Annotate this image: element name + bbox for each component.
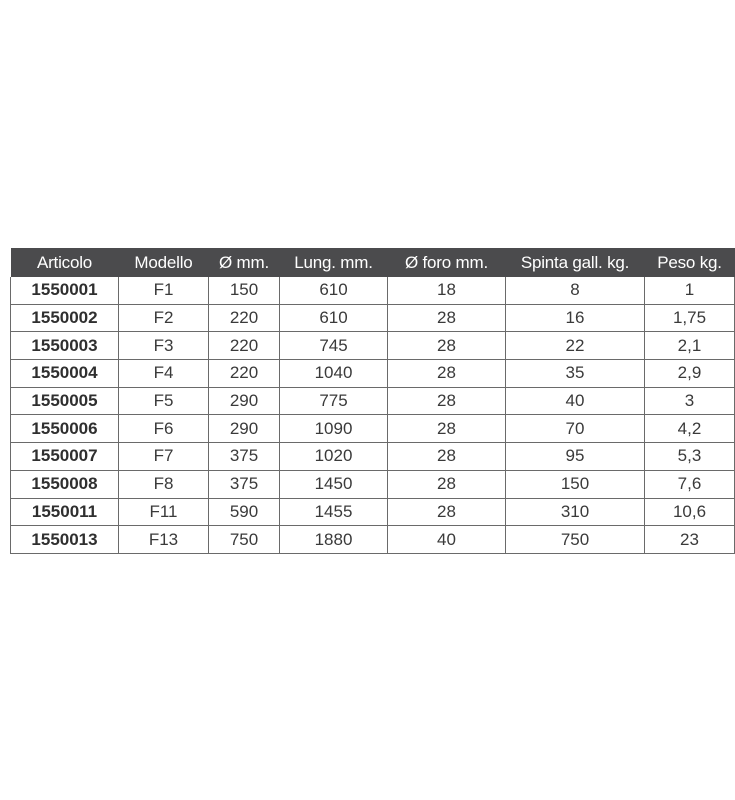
cell-lunghezza: 1880 bbox=[280, 526, 388, 554]
cell-lunghezza: 1450 bbox=[280, 470, 388, 498]
cell-diametro: 290 bbox=[209, 415, 280, 443]
table-row bbox=[11, 332, 735, 360]
cell-modello: F7 bbox=[119, 443, 209, 471]
cell-diametro: 220 bbox=[209, 304, 280, 332]
cell-peso: 7,6 bbox=[645, 470, 735, 498]
cell-lunghezza: 1455 bbox=[280, 498, 388, 526]
table-body bbox=[11, 277, 735, 553]
cell-spinta: 40 bbox=[506, 387, 645, 415]
cell-spinta: 35 bbox=[506, 360, 645, 388]
product-table-container bbox=[10, 248, 734, 554]
cell-articolo: 1550004 bbox=[11, 360, 119, 388]
cell-lunghezza: 610 bbox=[280, 304, 388, 332]
header-spinta-galleggiamento: Spinta gall. kg. bbox=[506, 248, 645, 277]
cell-diametro: 290 bbox=[209, 387, 280, 415]
cell-modello: F3 bbox=[119, 332, 209, 360]
cell-peso: 10,6 bbox=[645, 498, 735, 526]
cell-spinta: 310 bbox=[506, 498, 645, 526]
cell-articolo: 1550008 bbox=[11, 470, 119, 498]
cell-diametro-foro: 28 bbox=[388, 415, 506, 443]
cell-diametro: 375 bbox=[209, 443, 280, 471]
cell-articolo: 1550003 bbox=[11, 332, 119, 360]
cell-diametro-foro: 40 bbox=[388, 526, 506, 554]
cell-modello: F1 bbox=[119, 277, 209, 304]
table-row bbox=[11, 387, 735, 415]
cell-peso: 23 bbox=[645, 526, 735, 554]
cell-peso: 3 bbox=[645, 387, 735, 415]
cell-modello: F2 bbox=[119, 304, 209, 332]
cell-lunghezza: 1040 bbox=[280, 360, 388, 388]
cell-diametro-foro: 28 bbox=[388, 304, 506, 332]
cell-diametro-foro: 28 bbox=[388, 332, 506, 360]
cell-modello: F6 bbox=[119, 415, 209, 443]
cell-articolo: 1550005 bbox=[11, 387, 119, 415]
cell-lunghezza: 745 bbox=[280, 332, 388, 360]
cell-articolo: 1550002 bbox=[11, 304, 119, 332]
cell-spinta: 70 bbox=[506, 415, 645, 443]
cell-spinta: 16 bbox=[506, 304, 645, 332]
cell-modello: F11 bbox=[119, 498, 209, 526]
cell-articolo: 1550007 bbox=[11, 443, 119, 471]
cell-lunghezza: 775 bbox=[280, 387, 388, 415]
cell-articolo: 1550013 bbox=[11, 526, 119, 554]
cell-modello: F8 bbox=[119, 470, 209, 498]
cell-diametro-foro: 28 bbox=[388, 360, 506, 388]
table-header bbox=[11, 248, 735, 277]
table-row bbox=[11, 498, 735, 526]
cell-lunghezza: 610 bbox=[280, 277, 388, 304]
cell-peso: 4,2 bbox=[645, 415, 735, 443]
cell-spinta: 750 bbox=[506, 526, 645, 554]
table-row bbox=[11, 277, 735, 304]
header-peso: Peso kg. bbox=[645, 248, 735, 277]
cell-peso: 2,1 bbox=[645, 332, 735, 360]
cell-diametro-foro: 28 bbox=[388, 498, 506, 526]
table-row bbox=[11, 304, 735, 332]
product-spec-table bbox=[10, 248, 735, 554]
table-row bbox=[11, 470, 735, 498]
cell-diametro: 375 bbox=[209, 470, 280, 498]
cell-diametro-foro: 28 bbox=[388, 443, 506, 471]
cell-peso: 1,75 bbox=[645, 304, 735, 332]
cell-diametro-foro: 28 bbox=[388, 470, 506, 498]
header-diametro: Ø mm. bbox=[209, 248, 280, 277]
cell-articolo: 1550011 bbox=[11, 498, 119, 526]
header-lunghezza: Lung. mm. bbox=[280, 248, 388, 277]
header-row bbox=[11, 248, 735, 277]
cell-modello: F5 bbox=[119, 387, 209, 415]
cell-spinta: 150 bbox=[506, 470, 645, 498]
header-modello: Modello bbox=[119, 248, 209, 277]
table-row bbox=[11, 360, 735, 388]
cell-modello: F13 bbox=[119, 526, 209, 554]
cell-spinta: 22 bbox=[506, 332, 645, 360]
cell-diametro: 220 bbox=[209, 332, 280, 360]
header-diametro-foro: Ø foro mm. bbox=[388, 248, 506, 277]
cell-diametro: 220 bbox=[209, 360, 280, 388]
cell-spinta: 8 bbox=[506, 277, 645, 304]
header-articolo: Articolo bbox=[11, 248, 119, 277]
cell-articolo: 1550001 bbox=[11, 277, 119, 304]
cell-diametro-foro: 28 bbox=[388, 387, 506, 415]
cell-diametro: 150 bbox=[209, 277, 280, 304]
cell-spinta: 95 bbox=[506, 443, 645, 471]
cell-articolo: 1550006 bbox=[11, 415, 119, 443]
table-row bbox=[11, 526, 735, 554]
cell-diametro: 590 bbox=[209, 498, 280, 526]
cell-peso: 2,9 bbox=[645, 360, 735, 388]
cell-lunghezza: 1090 bbox=[280, 415, 388, 443]
cell-peso: 5,3 bbox=[645, 443, 735, 471]
cell-peso: 1 bbox=[645, 277, 735, 304]
table-row bbox=[11, 443, 735, 471]
cell-lunghezza: 1020 bbox=[280, 443, 388, 471]
cell-diametro-foro: 18 bbox=[388, 277, 506, 304]
cell-diametro: 750 bbox=[209, 526, 280, 554]
table-row bbox=[11, 415, 735, 443]
cell-modello: F4 bbox=[119, 360, 209, 388]
